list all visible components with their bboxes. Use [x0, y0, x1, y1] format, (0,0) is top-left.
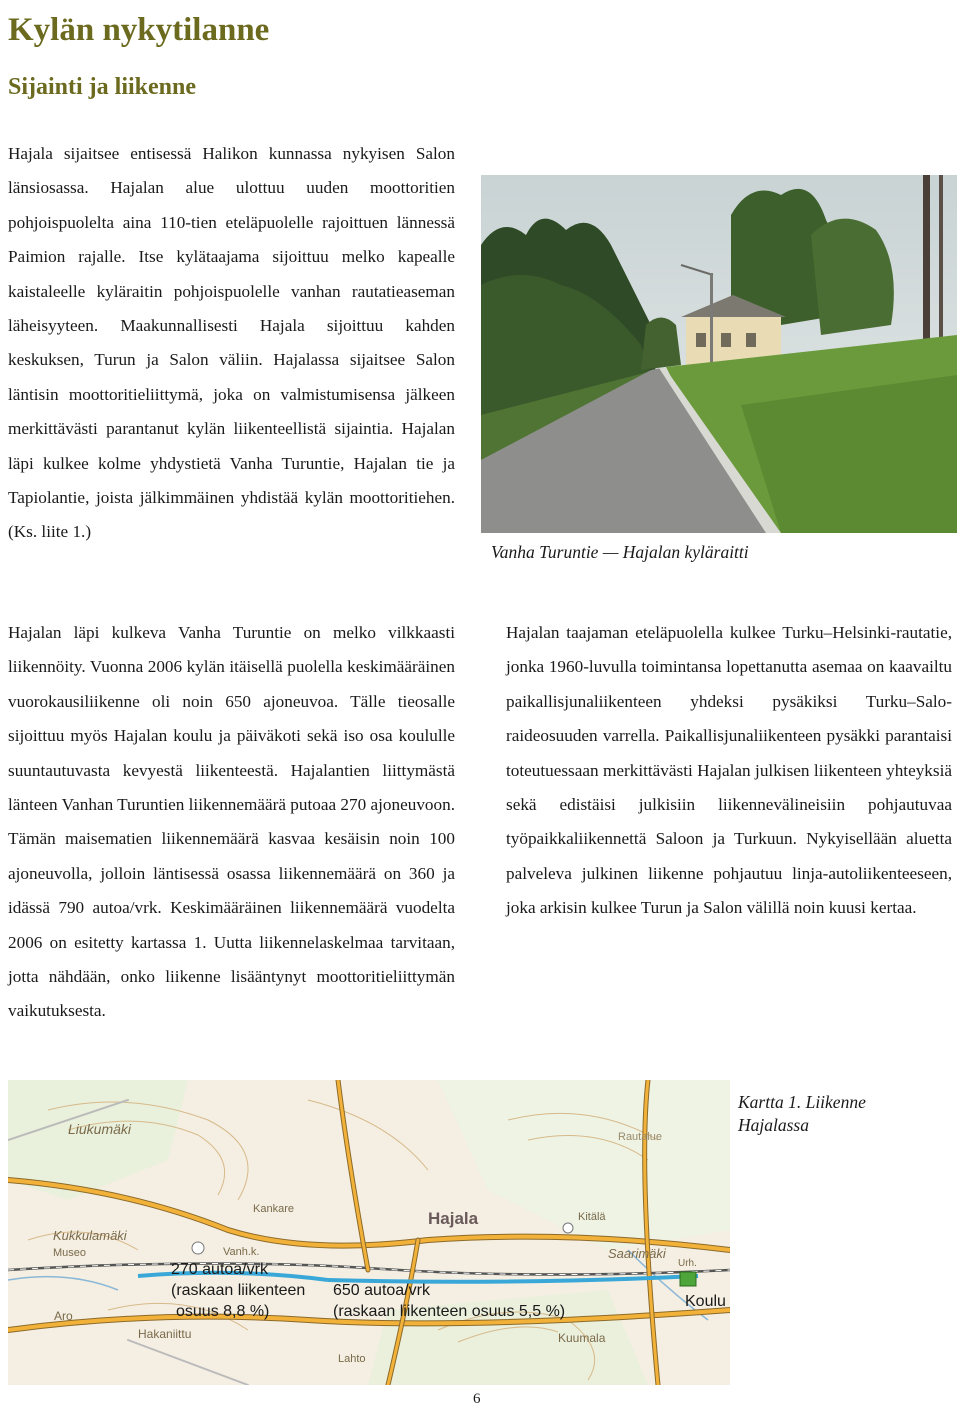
place-label-kuumala: Kuumala	[558, 1331, 606, 1345]
photo-caption: Vanha Turuntie — Hajalan kyläraitti	[491, 542, 749, 562]
place-label-saarimaki: Saarimäki	[608, 1246, 666, 1261]
traffic-west-line3: osuus 8,8 %)	[176, 1303, 270, 1320]
place-label-aro: Aro	[54, 1309, 73, 1323]
place-label-kukkulamaki: Kukkulamäki	[53, 1228, 127, 1243]
traffic-map	[8, 1080, 730, 1385]
place-label-hakaniittu: Hakaniittu	[138, 1327, 192, 1341]
place-label-rauta: Rautalue	[618, 1131, 663, 1143]
railway-paragraph: Hajalan taajaman eteläpuolella kulkee Turku–Helsinki-rautatie, jonka 1960-luvulla toimintansa lopettanutta asemaa on kaavailtu paikallisjunaliikenteen yhdeksi pysäkiksi Turku–Salo-raideosuuden varrella. Paikallisjunaliikenteen pysäkki parantaisi toteutuessaan merkittävästi Hajalan julkisen liikenteen yhteyksiä sekä edistäisi julkisiin liikennevälineisiin pohjautuvaa työpaikkaliikennettä Saloon ja Turkuun. Nykyisellään aluetta palveleva julkinen liikenne pohjautuu linja-autoliikenteeseen, joka arkisin kulkee Turun ja Salon välillä noin kuusi kertaa.	[506, 623, 952, 918]
village-road-photo	[481, 175, 957, 533]
traffic-east-line2: (raskaan liikenteen osuus 5,5 %)	[333, 1303, 566, 1320]
place-label-hajala: Hajala	[428, 1209, 479, 1228]
place-label-liukumaki: Liukumäki	[68, 1121, 132, 1137]
place-label-lahto: Lahto	[338, 1353, 366, 1365]
intro-paragraph: Hajala sijaitsee entisessä Halikon kunnassa nykyisen Salon länsiosassa. Hajalan alue ulottuu uuden moottoritien pohjoispuolelta aina 110-tien eteläpuolelle rajoittuen lännessä Paimion rajalle. Itse kylätaajama sijoittuu melko kapealle kaistaleelle kyläraitin pohjoispuolelle vanhan rautatieaseman läheisyyteen. Maakunnallisesti Hajala sijoittuu kahden keskuksen, Turun ja Salon väliin. Hajalassa sijaitsee Salon läntisin moottoritieliittymä, joka on valmistumisensa jälkeen merkittävästi parantanut kylän liikenteellistä sijaintia. Hajalan läpi kulkee kolme yhdystietä Vanha Turuntie, Hajalan tie ja Tapiolantie, joista jälkimmäinen yhdistää kylän moottoritiehen. (Ks. liite 1.)	[8, 144, 455, 542]
traffic-paragraph: Hajalan läpi kulkeva Vanha Turuntie on melko vilkkaasti liikennöity. Vuonna 2006 kylän itäisellä puolella keskimääräinen vuorokausiliikenne oli noin 650 ajoneuvoa. Tälle tieosalle sijoittuu myös Hajalan koulu ja päiväkoti sekä iso osa koululle suuntautuvasta kevyestä liikenteestä. Hajalantien liittymästä länteen Vanhan Turuntien liikennemäärä putoaa 270 ajoneuvoon. Tämän maisematien liikennemäärä kasvaa kesäisin noin 100 ajoneuvolla, jolloin läntisessä osassa liikennemäärä on 360 ja idässä 790 autoa/vrk. Keskimääräinen liikennemäärä vuodelta 2006 on esitetty kartassa 1. Uutta liikennelaskelmaa tarvitaan, jotta nähdään, onko liikenne lisääntynyt moottoritieliittymän vaikutuksesta.	[8, 623, 455, 1021]
page-heading: Kylän nykytilanne	[8, 12, 270, 48]
traffic-west-line2: (raskaan liikenteen	[171, 1282, 306, 1299]
road-photo-illustration	[481, 175, 957, 533]
traffic-east-line1: 650 autoa/vrk	[333, 1282, 430, 1299]
place-label-museo: Museo	[53, 1247, 87, 1259]
traffic-map-illustration	[8, 1080, 730, 1385]
place-label-urh: Urh.	[678, 1258, 697, 1269]
page-number: 6	[473, 1391, 481, 1407]
place-label-kitala: Kitälä	[578, 1211, 606, 1223]
traffic-west-line1: 270 autoa/vrk	[171, 1261, 268, 1278]
place-label-kankare: Kankare	[253, 1203, 294, 1215]
place-label-vanhk: Vanh.k.	[223, 1246, 260, 1258]
section-heading: Sijainti ja liikenne	[8, 74, 197, 100]
school-marker	[680, 1272, 696, 1286]
map-caption: Kartta 1. Liikenne Hajalassa	[738, 1092, 866, 1135]
place-label-koulu: Koulu	[685, 1293, 726, 1310]
